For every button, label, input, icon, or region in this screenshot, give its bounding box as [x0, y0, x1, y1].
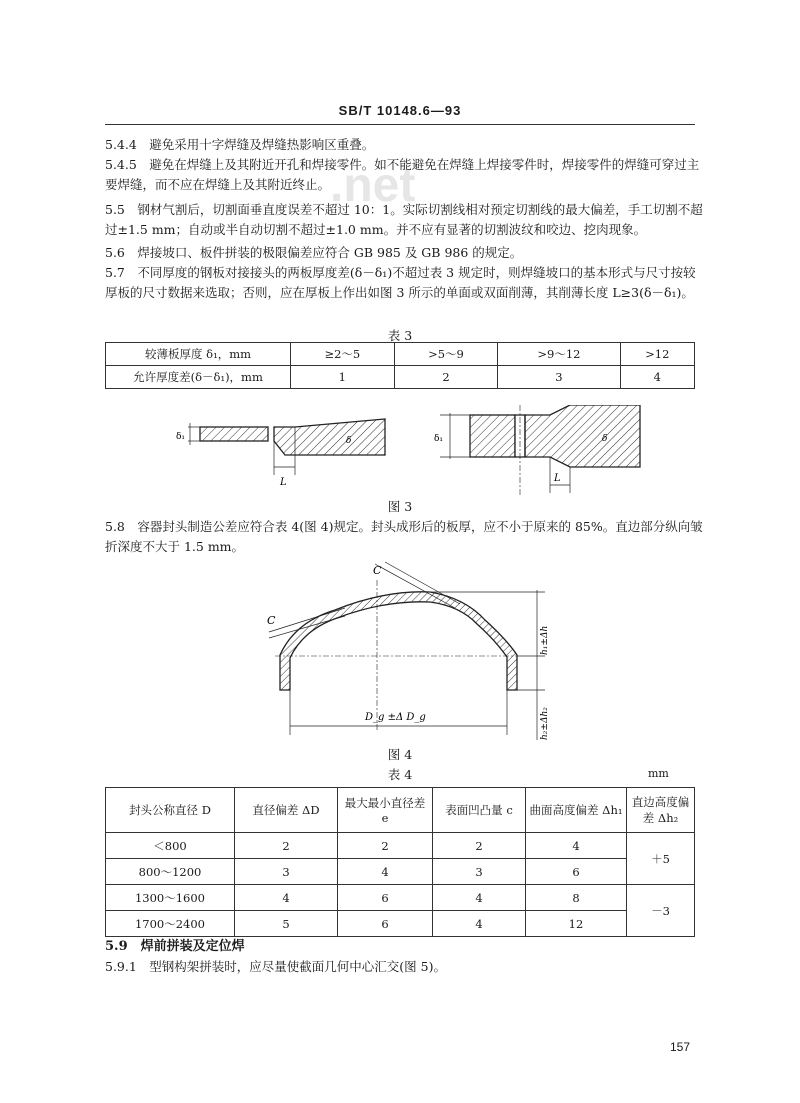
table3-caption: 表 3 [387, 328, 413, 343]
fig4-label-h1: h₁±Δh [540, 625, 550, 655]
fig3-label-d-left: δ [346, 436, 352, 446]
table-cell: 6 [526, 859, 627, 885]
table-cell: 12 [526, 911, 627, 937]
fig3-label-d-right: δ [602, 434, 608, 444]
table-row [106, 911, 695, 937]
para-5-4-5: 5.4.5 避免在焊缝上及其附近开孔和焊接零件。如不能避免在焊缝上焊接零件时，焊接零件的焊缝可穿过主要焊缝，而不应在焊缝上及其附近终止。 [105, 157, 700, 192]
fig4-label-h2: h₂±Δh₂ [540, 707, 550, 740]
figure3-caption: 图 3 [387, 499, 413, 514]
table-cell: 2 [394, 366, 498, 389]
figure-4-diagram [255, 560, 565, 745]
figure4-caption: 图 4 [387, 747, 413, 762]
table-cell: >9～12 [498, 343, 620, 366]
table-row [106, 885, 695, 911]
table-row [106, 343, 695, 366]
table-cell: 3 [498, 366, 620, 389]
table-cell: 4 [338, 859, 433, 885]
para-5-7: 5.7 不同厚度的钢板对接接头的两板厚度差(δ－δ₁)不超过表 3 规定时，则焊缝坡口的基本形式与尺寸按较厚板的尺寸数据来选取；否则，应在厚板上作出如图 3 所示的单面或双面削薄，其削薄长度 L≥3(δ－δ₁)。 [105, 265, 696, 300]
table-cell: ≥2～5 [291, 343, 395, 366]
table-cell: 8 [526, 885, 627, 911]
fig4-label-C-left: C [267, 614, 276, 627]
table-4 [105, 787, 695, 937]
table-cell: 4 [620, 366, 694, 389]
table-cell-merged: －3 [627, 885, 695, 937]
page-number: 157 [670, 1040, 691, 1054]
table-row [106, 833, 695, 859]
para-5-9-1: 5.9.1 型钢构架拼装时，应尽量使截面几何中心汇交(图 5)。 [105, 959, 446, 974]
column-header: 表面凹凸量 c [433, 788, 526, 833]
para-5-6: 5.6 焊接坡口、板件拼装的极限偏差应符合 GB 985 及 GB 986 的规定。 [105, 245, 523, 260]
para-5-4-4: 5.4.4 避免采用十字焊缝及焊缝热影响区重叠。 [105, 137, 375, 152]
fig3-label-L-right: L [554, 473, 561, 484]
column-header: 最大最小直径差 e [338, 788, 433, 833]
table-cell: 4 [526, 833, 627, 859]
table-cell: 1 [291, 366, 395, 389]
table-header-row [106, 788, 695, 833]
section-5-9-heading: 5.9 焊前拼装及定位焊 [105, 939, 245, 954]
table-cell: 3 [235, 859, 338, 885]
table-cell: 4 [433, 885, 526, 911]
table-cell: 1700～2400 [106, 911, 235, 937]
table-cell: 6 [338, 885, 433, 911]
table-cell: 5 [235, 911, 338, 937]
table-cell: 2 [433, 833, 526, 859]
fig4-label-Dg: D_g ±Δ D_g [365, 712, 426, 723]
table4-unit: mm [648, 767, 669, 780]
table-cell: 800～1200 [106, 859, 235, 885]
fig3-label-d1: δ₁ [176, 432, 186, 442]
table-3 [105, 342, 695, 389]
table-cell: ＜800 [106, 833, 235, 859]
para-5-8: 5.8 容器封头制造公差应符合表 4(图 4)规定。封头成形后的板厚，应不小于原来的 85%。直边部分纵向皱折深度不大于 1.5 mm。 [105, 519, 703, 554]
table-row [106, 366, 695, 389]
fig3-label-d1-right: δ₁ [434, 434, 444, 444]
page-header: SB/T 10148.6—93 [338, 103, 462, 118]
watermark: .net [330, 159, 416, 212]
column-header: 直径偏差 ΔD [235, 788, 338, 833]
fig3-label-L-left: L [280, 477, 287, 488]
table-cell: 2 [235, 833, 338, 859]
para-5-5: 5.5 钢材气割后，切割面垂直度误差不超过 10：1。实际切割线相对预定切割线的最大偏差，手工切割不超过±1.5 mm；自动或半自动切割不超过±1.0 mm。并不应有显著的切割波纹和咬边、挖肉现象。 [105, 202, 703, 237]
table-cell: 2 [338, 833, 433, 859]
table-cell: 1300～1600 [106, 885, 235, 911]
table-row [106, 859, 695, 885]
table-cell: 较薄板厚度 δ₁，mm [106, 343, 291, 366]
table-cell: 3 [433, 859, 526, 885]
column-header: 曲面高度偏差 Δh₁ [526, 788, 627, 833]
fig4-label-C-top: C [373, 564, 382, 577]
table-cell: 6 [338, 911, 433, 937]
table-cell-merged: ＋5 [627, 833, 695, 885]
column-header: 封头公称直径 D [106, 788, 235, 833]
figure-3-diagram [170, 405, 650, 500]
table-cell: >12 [620, 343, 694, 366]
table4-caption: 表 4 [387, 767, 413, 782]
table-cell: 4 [235, 885, 338, 911]
table-cell: 允许厚度差(δ－δ₁)，mm [106, 366, 291, 389]
table-cell: >5～9 [394, 343, 498, 366]
table-cell: 4 [433, 911, 526, 937]
header-rule [105, 124, 695, 125]
column-header: 直边高度偏差 Δh₂ [627, 788, 695, 833]
